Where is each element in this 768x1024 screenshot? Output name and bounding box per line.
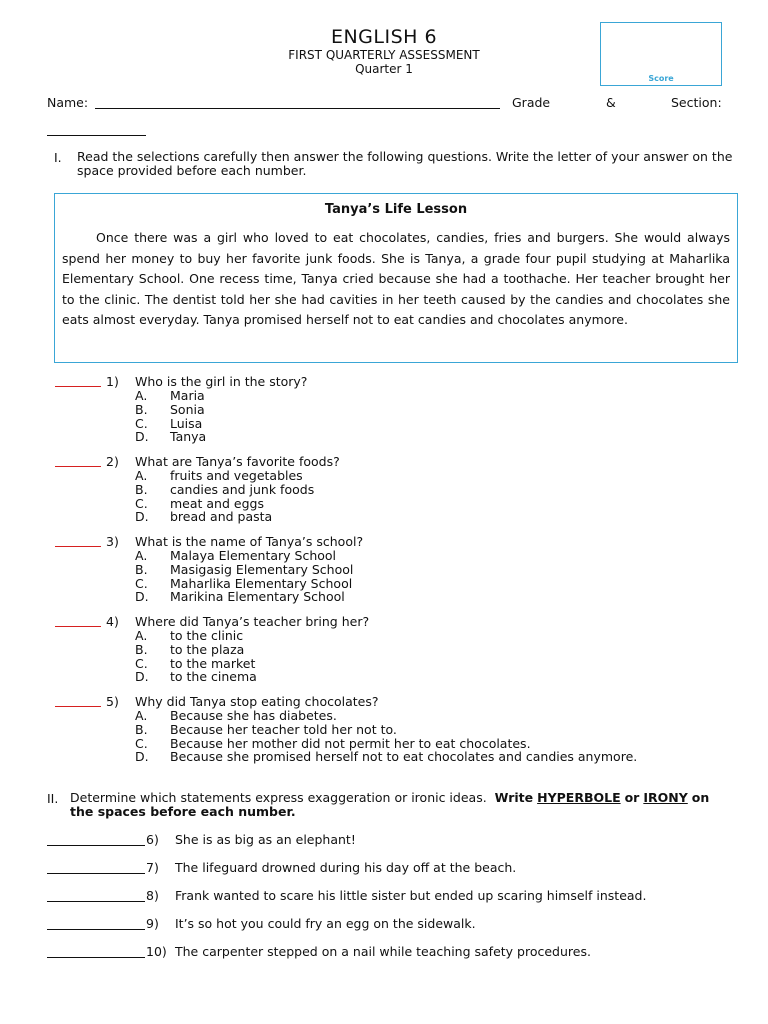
option-letter: A. [135, 548, 148, 563]
option-text: Sonia [170, 401, 205, 417]
irony-keyword: IRONY [643, 790, 688, 805]
item-number: 8) [146, 888, 159, 903]
option-text: to the plaza [170, 641, 245, 657]
option-text: to the market [170, 655, 256, 671]
item-text: It’s so hot you could fry an egg on the sidewalk. [175, 916, 476, 931]
option-letter: A. [135, 628, 148, 643]
answer-blank[interactable] [55, 626, 101, 627]
option-text: Because she promised herself not to eat chocolates and candies anymore. [170, 749, 638, 765]
section-blank[interactable] [47, 135, 146, 136]
question-number: 2) [106, 454, 119, 469]
option-letter: D. [135, 589, 149, 605]
option-letter: A. [135, 708, 148, 723]
option-letter: B. [135, 401, 148, 417]
option-letter: D. [135, 669, 149, 685]
option-letter: D. [135, 509, 149, 525]
answer-blank[interactable] [47, 929, 145, 930]
or-word: or [624, 790, 640, 805]
part1-instruction: Read the selections carefully then answer the following questions. Write the letter of your answer on the space provided before each number. [77, 149, 733, 178]
question-text: Who is the girl in the story? [135, 374, 308, 389]
option-letter: B. [135, 641, 148, 657]
item-number: 9) [146, 916, 159, 931]
question-number: 5) [106, 694, 119, 709]
grade-label: Grade [512, 95, 551, 110]
part2-instruction-line2: the spaces before each number. [70, 804, 296, 819]
option-text: fruits and vegetables [170, 468, 303, 483]
option-letter: B. [135, 481, 148, 497]
answer-blank[interactable] [55, 546, 101, 547]
score-label: Score [648, 74, 674, 83]
option-letter: C. [135, 495, 148, 511]
name-blank[interactable] [95, 108, 500, 109]
option-text: Because her mother did not permit her to eat chocolates. [170, 735, 531, 751]
ampersand: & [606, 95, 616, 110]
option-text: candies and junk foods [170, 481, 315, 497]
option-letter: A. [135, 388, 148, 403]
answer-blank[interactable] [55, 706, 101, 707]
option-text: Maharlika Elementary School [170, 575, 353, 591]
page-title: ENGLISH 6 [330, 26, 438, 48]
part2-write: Write [494, 790, 534, 805]
question-text: What is the name of Tanya’s school? [135, 534, 364, 549]
option-letter: C. [135, 655, 148, 671]
answer-blank[interactable] [47, 901, 145, 902]
question-text: What are Tanya’s favorite foods? [135, 454, 340, 469]
question-number: 3) [106, 534, 119, 549]
option-text: to the cinema [170, 669, 257, 685]
question-number: 4) [106, 614, 119, 629]
option-letter: C. [135, 575, 148, 591]
option-text: to the clinic [170, 628, 244, 643]
item-text: The carpenter stepped on a nail while teaching safety procedures. [175, 944, 591, 959]
option-letter: B. [135, 721, 148, 737]
option-text: meat and eggs [170, 495, 264, 511]
part2-numeral: II. [47, 791, 59, 806]
question-text: Why did Tanya stop eating chocolates? [135, 694, 379, 709]
answer-blank[interactable] [55, 466, 101, 467]
quarter-label: Quarter 1 [355, 62, 413, 76]
passage-title: Tanya’s Life Lesson [324, 202, 468, 217]
answer-blank[interactable] [47, 873, 145, 874]
hyperbole-keyword: HYPERBOLE [537, 790, 621, 805]
item-text: She is as big as an elephant! [175, 832, 356, 847]
option-text: bread and pasta [170, 509, 273, 525]
item-number: 10) [146, 944, 167, 959]
score-box [600, 22, 722, 86]
item-text: The lifeguard drowned during his day off at the beach. [175, 860, 517, 875]
question-number: 1) [106, 374, 119, 389]
option-text: Maria [170, 388, 205, 403]
name-label: Name: [47, 95, 89, 110]
option-text: Marikina Elementary School [170, 589, 345, 605]
section-label: Section: [671, 95, 722, 110]
option-letter: D. [135, 749, 149, 765]
option-letter: C. [135, 415, 148, 431]
part2-instruction-plain: Determine which statements express exaggeration or ironic ideas. [70, 790, 487, 805]
part1-numeral: I. [54, 150, 62, 165]
option-text: Masigasig Elementary School [170, 561, 354, 577]
option-text: Because she has diabetes. [170, 708, 337, 723]
option-letter: B. [135, 561, 148, 577]
answer-blank[interactable] [55, 386, 101, 387]
option-text: Because her teacher told her not to. [170, 721, 397, 737]
on-word: on [691, 790, 710, 805]
answer-blank[interactable] [47, 957, 145, 958]
question-text: Where did Tanya’s teacher bring her? [135, 614, 370, 629]
passage-box [54, 193, 738, 363]
option-text: Luisa [170, 415, 203, 431]
item-text: Frank wanted to scare his little sister but ended up scaring himself instead. [175, 888, 647, 903]
passage-text: Once there was a girl who loved to eat chocolates, candies, fries and burgers. She would always spend her money to buy her favorite junk foods. She is Tanya, a grade four pupil studying at Maharlika Elementary School. One recess time, Tanya cried because she had a toothache. Her teacher brought her to the clinic. The dentist told her she had cavities in her teeth caused by the candies and chocolates she eats almost everyday. Tanya promised herself not to eat candies and chocolates anymore. [62, 230, 730, 328]
answer-blank[interactable] [47, 845, 145, 846]
option-letter: A. [135, 468, 148, 483]
option-text: Tanya [170, 429, 207, 445]
assessment-subtitle: FIRST QUARTERLY ASSESSMENT [288, 48, 480, 62]
item-number: 7) [146, 860, 159, 875]
option-letter: D. [135, 429, 149, 445]
part2-instruction [70, 791, 730, 819]
option-text: Malaya Elementary School [170, 548, 337, 563]
option-letter: C. [135, 735, 148, 751]
item-number: 6) [146, 832, 159, 847]
